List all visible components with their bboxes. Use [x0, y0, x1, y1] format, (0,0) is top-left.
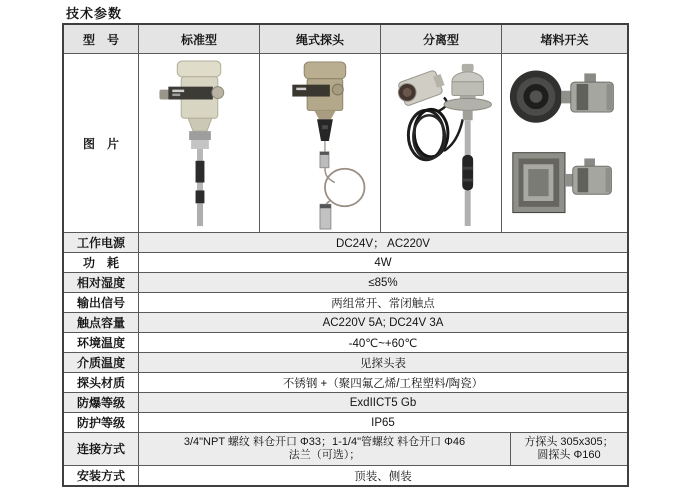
row-value: 4W — [138, 253, 627, 272]
connection-main-cell — [138, 433, 510, 465]
header-separate-type: 分离型 — [380, 25, 501, 53]
connection-line-1: 3/4"NPT 螺纹 料仓开口 Φ33；1-1/4"管螺纹 料仓开口 Φ46 — [183, 436, 466, 448]
table-row-connection — [64, 432, 627, 465]
table-row-contact-rating — [64, 312, 627, 332]
spec-table — [62, 23, 629, 487]
photo-row — [64, 53, 627, 232]
connection-side-line-2: 圆探头 Φ160 — [537, 449, 601, 461]
table-row-consumption — [64, 252, 627, 272]
photo-cell-rope — [259, 54, 380, 232]
table-row-ambient-temp — [64, 332, 627, 352]
separate-type-photo — [386, 56, 496, 230]
row-value: ExdIICT5 Gb — [138, 393, 627, 412]
photo-cell-standard — [138, 54, 259, 232]
connection-side-line-1: 方探头 305x305； — [524, 436, 614, 448]
photo-row-label: 图 片 — [64, 54, 138, 232]
table-header-row — [64, 25, 627, 53]
row-label: 相对湿度 — [76, 276, 125, 290]
row-value: 不锈钢 +（聚四氟乙烯/工程塑料/陶瓷） — [138, 373, 627, 392]
row-label: 探头材质 — [76, 376, 125, 390]
table-row-power — [64, 232, 627, 252]
row-label: 防护等级 — [76, 416, 125, 430]
row-label: 环境温度 — [76, 336, 125, 350]
table-row-medium-temp — [64, 352, 627, 372]
row-label: 触点容量 — [76, 316, 125, 330]
standard-type-photo — [144, 56, 254, 230]
row-value: AC220V 5A; DC24V 3A — [138, 313, 627, 332]
row-label: 连接方式 — [76, 441, 125, 456]
row-label: 防爆等级 — [76, 396, 125, 410]
row-value: 两组常开、常闭触点 — [138, 293, 627, 312]
row-label: 工作电源 — [76, 236, 125, 250]
row-value: DC24V； AC220V — [138, 233, 627, 252]
row-value: IP65 — [138, 413, 627, 432]
row-label: 安装方式 — [76, 469, 125, 483]
table-row-ex-rating — [64, 392, 627, 412]
table-row-humidity — [64, 272, 627, 292]
header-blockage-switch: 堵料开关 — [501, 25, 627, 53]
row-label: 介质温度 — [76, 356, 125, 370]
row-value: 顶装、侧装 — [138, 466, 627, 485]
table-row-mounting — [64, 465, 627, 485]
rope-probe-photo — [265, 56, 375, 230]
photo-cell-separate — [380, 54, 501, 232]
table-row-probe-material — [64, 372, 627, 392]
connection-side-cell — [510, 433, 627, 465]
row-label: 输出信号 — [76, 296, 125, 310]
row-value: ≤85% — [138, 273, 627, 292]
blockage-switch-photo — [507, 56, 623, 230]
table-row-output-signal — [64, 292, 627, 312]
connection-line-2: 法兰（可选）； — [288, 449, 361, 461]
header-rope-probe: 绳式探头 — [259, 25, 380, 53]
table-row-ip-rating — [64, 412, 627, 432]
row-value: -40℃~+60℃ — [138, 333, 627, 352]
header-standard-type: 标准型 — [138, 25, 259, 53]
row-value: 见探头表 — [138, 353, 627, 372]
page-title: 技术参数 — [66, 6, 123, 21]
row-label: 功 耗 — [82, 256, 119, 270]
header-model: 型 号 — [64, 25, 138, 53]
photo-cell-blockage — [501, 54, 627, 232]
